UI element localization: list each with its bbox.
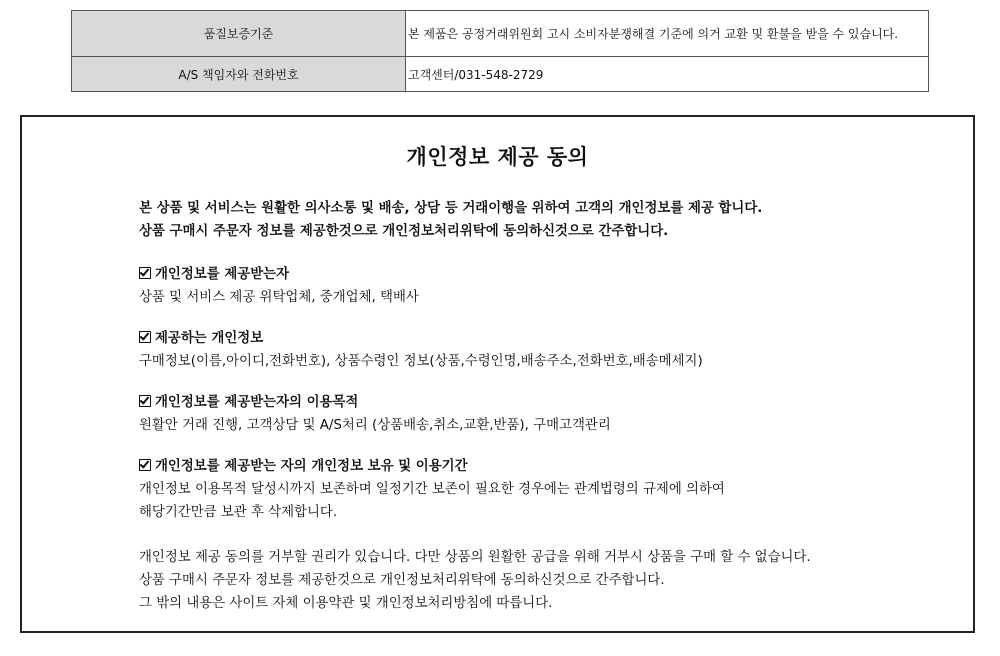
intro-line: 본 상품 및 서비스는 원활한 의사소통 및 배송, 상담 등 거래이행을 위하여 고객의 개인정보를 제공 합니다. bbox=[139, 201, 763, 216]
section-heading-text: 개인정보를 제공받는자 bbox=[155, 267, 290, 282]
table-row bbox=[72, 11, 929, 57]
quality-guarantee-value: 본 제품은 공정거래위원회 고시 소비자분쟁해결 기준에 의거 교환 및 환불을 받을 수 있습니다. bbox=[406, 11, 929, 57]
intro-line: 상품 구매시 주문자 정보를 제공한것으로 개인정보처리위탁에 동의하신것으로 간주합니다. bbox=[139, 224, 669, 239]
section-purpose bbox=[139, 391, 959, 437]
section-heading-text: 개인정보를 제공받는 자의 개인정보 보유 및 이용기간 bbox=[155, 459, 468, 474]
consent-content bbox=[139, 197, 959, 615]
section-heading bbox=[139, 327, 959, 350]
consent-closing bbox=[139, 546, 959, 615]
section-heading-text: 제공하는 개인정보 bbox=[155, 331, 264, 346]
as-contact-label: A/S 책임자와 전화번호 bbox=[72, 57, 406, 92]
section-heading bbox=[139, 263, 959, 286]
section-line: 구매정보(이름,아이디,전화번호), 상품수령인 정보(상품,수령인명,배송주소,전화번호,배송메세지) bbox=[139, 354, 703, 369]
privacy-consent-box bbox=[20, 115, 975, 633]
section-retention bbox=[139, 455, 959, 524]
section-heading bbox=[139, 391, 959, 414]
quality-guarantee-label: 품질보증기준 bbox=[72, 11, 406, 57]
consent-title: 개인정보 제공 동의 bbox=[406, 145, 589, 169]
table-row bbox=[72, 57, 929, 92]
section-line: 해당기간만큼 보관 후 삭제합니다. bbox=[139, 505, 338, 520]
checkbox-checked-icon bbox=[139, 267, 151, 279]
section-line: 원활안 거래 진행, 고객상담 및 A/S처리 (상품배송,취소,교환,반품), 구매고객관리 bbox=[139, 418, 611, 433]
closing-line: 그 밖의 내용은 사이트 자체 이용약관 및 개인정보처리방침에 따릅니다. bbox=[139, 596, 553, 611]
section-provided-info bbox=[139, 327, 959, 373]
section-line: 상품 및 서비스 제공 위탁업체, 중개업체, 택배사 bbox=[139, 290, 419, 305]
checkbox-checked-icon bbox=[139, 395, 151, 407]
section-recipients bbox=[139, 263, 959, 309]
product-info-table bbox=[71, 10, 929, 92]
closing-line: 상품 구매시 주문자 정보를 제공한것으로 개인정보처리위탁에 동의하신것으로 간주합니다. bbox=[139, 573, 665, 588]
checkbox-checked-icon bbox=[139, 331, 151, 343]
closing-line: 개인정보 제공 동의를 거부할 권리가 있습니다. 다만 상품의 원활한 공급을 위해 거부시 상품을 구매 할 수 없습니다. bbox=[139, 550, 811, 565]
section-heading bbox=[139, 455, 959, 478]
consent-intro bbox=[139, 197, 959, 243]
section-line: 개인정보 이용목적 달성시까지 보존하며 일정기간 보존이 필요한 경우에는 관계법령의 규제에 의하여 bbox=[139, 482, 725, 497]
checkbox-checked-icon bbox=[139, 459, 151, 471]
section-heading-text: 개인정보를 제공받는자의 이용목적 bbox=[155, 395, 359, 410]
as-contact-value: 고객센터/031-548-2729 bbox=[406, 57, 929, 92]
